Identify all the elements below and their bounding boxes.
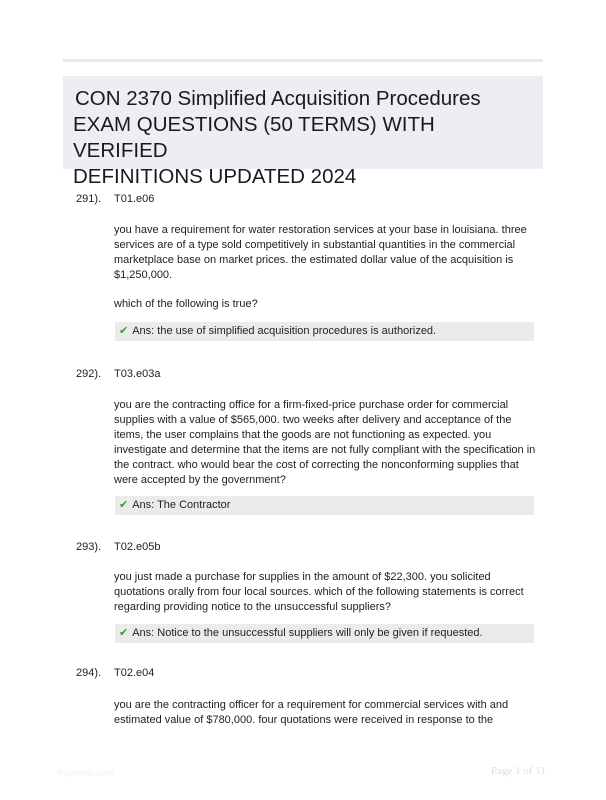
check-icon: ✔: [119, 325, 129, 337]
question-text: you have a requirement for water restoration services at your base in louisiana. three services are of a type sold competitively in substantial quantities in the commercial marketplace base on market prices. the estimated dollar value of the acquisition is $1,250,000.: [114, 224, 527, 281]
title-line-3: DEFINITIONS UPDATED 2024: [73, 165, 357, 188]
title-line-1: CON 2370 Simplified Acquisition Procedures: [75, 87, 481, 110]
answer-text: Ans: Notice to the unsuccessful suppliers will only be given if requested.: [132, 627, 483, 639]
question-code: T02.e05b: [114, 541, 161, 553]
answer-box: [115, 496, 534, 515]
question-code: T02.e04: [114, 667, 155, 679]
question-prompt: which of the following is true?: [114, 298, 258, 310]
question-text: you are the contracting officer for a requirement for commercial services with and estimated value of $780,000. four quotations were received in response to the: [114, 699, 509, 726]
question-number: 291).: [76, 193, 102, 205]
question-number: 294).: [76, 667, 102, 679]
check-icon: ✔: [119, 499, 129, 511]
check-icon: ✔: [119, 627, 129, 639]
top-divider: [63, 59, 543, 62]
question-number: 293).: [76, 541, 102, 553]
answer-box: [115, 322, 534, 341]
question-code: T01.e06: [114, 193, 155, 205]
footer-watermark: Paperttlic.com: [57, 768, 115, 778]
title-line-2: EXAM QUESTIONS (50 TERMS) WITH VERIFIED: [73, 113, 435, 162]
question-text: you just made a purchase for supplies in the amount of $22,300. you solicited quotations orally from four local sources. which of the following statements is correct regarding providing notice to the unsuccessful suppliers?: [114, 571, 524, 613]
question-number: 292).: [76, 368, 102, 380]
answer-box: [115, 624, 534, 643]
page-indicator: Page 1 of 11: [491, 765, 546, 777]
question-code: T03.e03a: [114, 368, 161, 380]
title-banner: [63, 76, 543, 188]
question-text: you are the contracting office for a firm-fixed-price purchase order for commercial supplies with a value of $565,000. two weeks after delivery and acceptance of the items, the user complains that the goods are not functioning as expected. you investigate and determine that the items are not fully compliant with the specification in the contract. who would bear the cost of correcting the nonconforming supplies that were accepted by the government?: [114, 399, 536, 486]
answer-text: Ans: The Contractor: [132, 499, 231, 511]
answer-text: Ans: the use of simplified acquisition procedures is authorized.: [132, 325, 437, 337]
page-title: [73, 86, 533, 190]
